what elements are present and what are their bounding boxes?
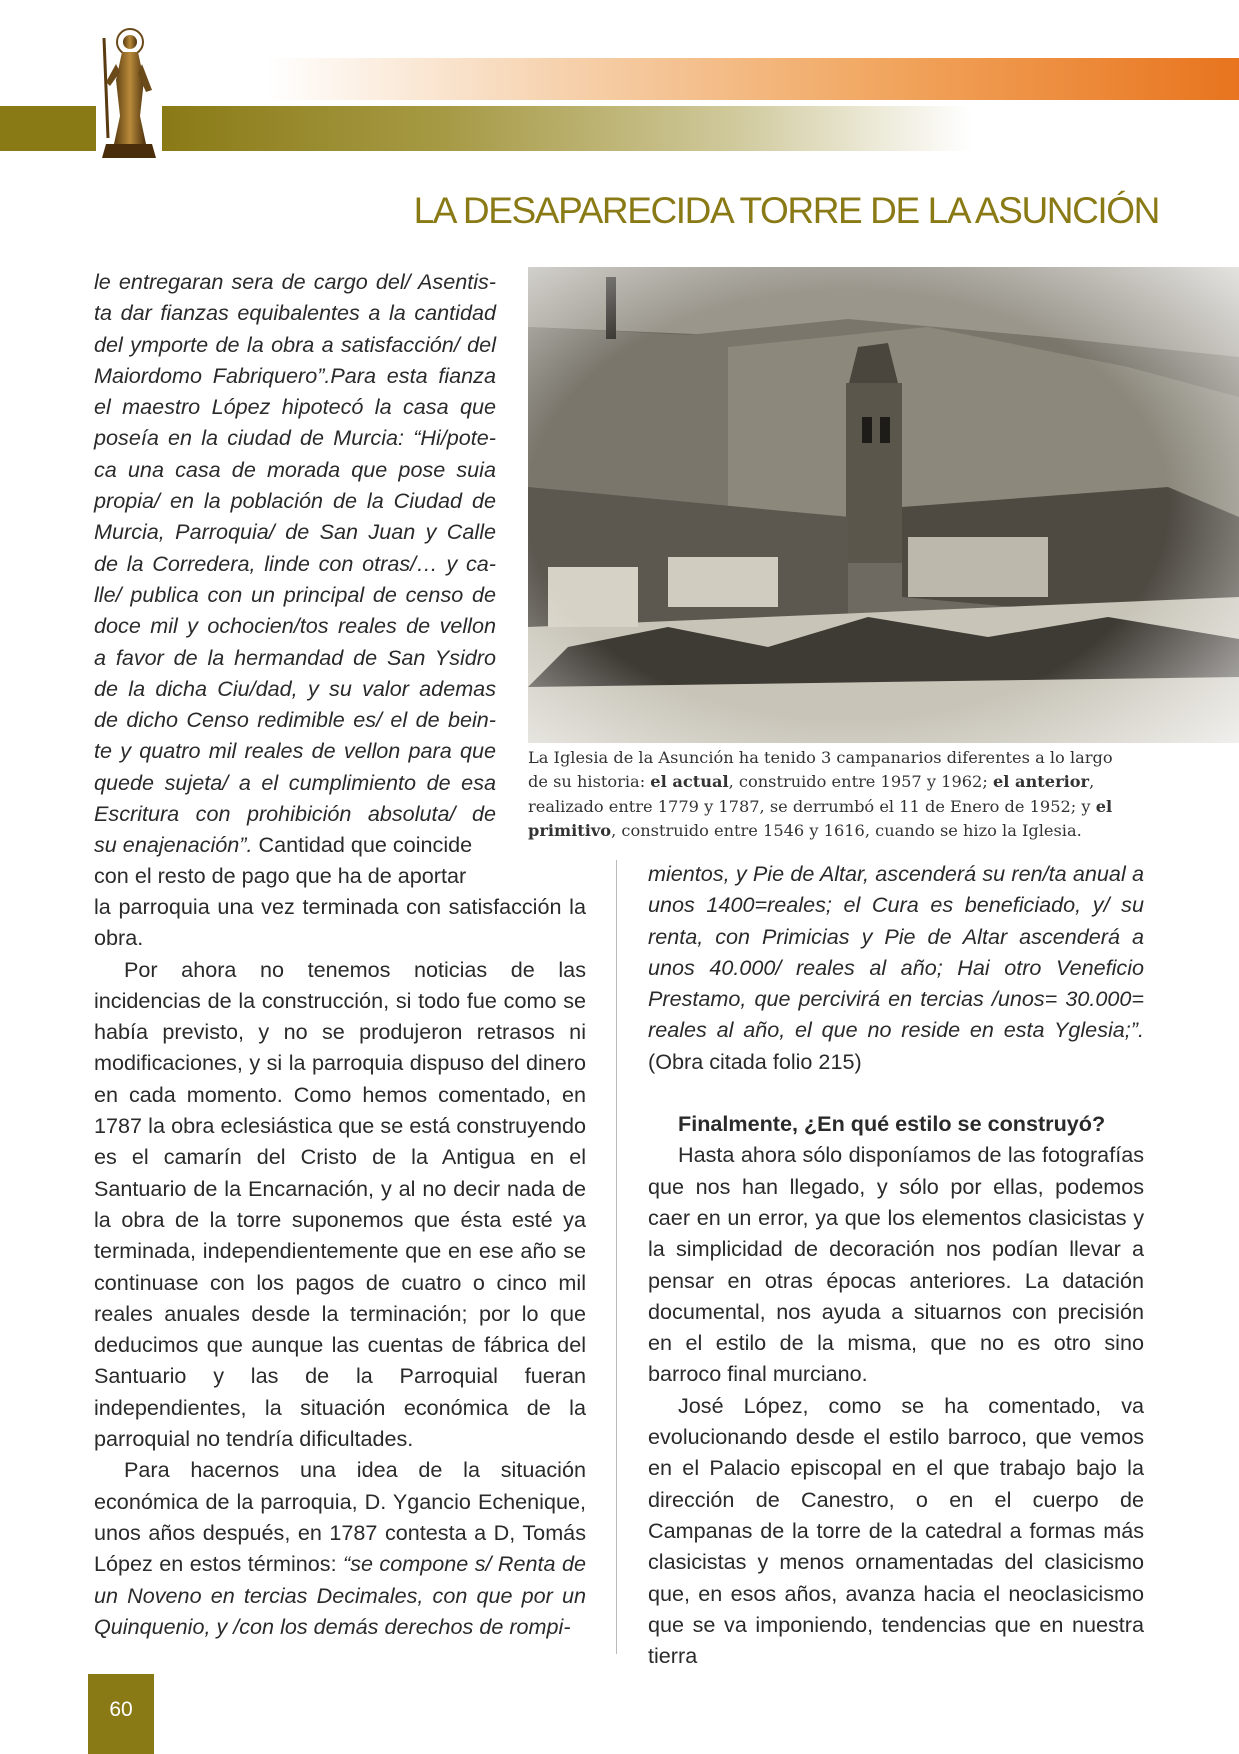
col1-mixed-line-1 bbox=[94, 829, 496, 860]
col1-after-italic: Cantidad que coincide bbox=[252, 832, 473, 857]
church-photo bbox=[528, 267, 1239, 743]
col1-italic-line: Murcia, Parroquia/ de San Juan y Calle bbox=[94, 519, 496, 545]
col1-italic-line: a favor de la hermandad de San Ysidro bbox=[94, 644, 496, 670]
col1-paragraph-3-text: Para hacernos una idea de la situación económica de la parroquia, D. Ygancio Echenique, unos años después, en 1787 contesta a D, Tomás López en estos términos: bbox=[94, 1457, 586, 1577]
col1-paragraph-1: la parroquia una vez terminada con satisfacción la obra. bbox=[94, 894, 586, 951]
col1-italic-line: quede sujeta/ a el cumplimiento de esa bbox=[94, 769, 496, 795]
header-band-olive-left bbox=[0, 106, 96, 151]
caption-bold-anterior: el anterior bbox=[992, 772, 1090, 792]
col2-quote: mientos, y Pie de Altar, ascenderá su ren/ta anual a unos 1400=reales; el Cura es beneficiado, y/ su renta, con Primicias y Pie de Altar ascenderá a unos 40.000/ reales al año; Hai otro Veneficio Prestamo, que percivirá en tercias /unos= 30.000= reales al año, el que no reside en esta Yglesia;”. bbox=[648, 861, 1144, 1043]
caption-text-1: La Iglesia de la Asunción ha tenido 3 campanarios diferentes a lo largo de su historia: bbox=[528, 748, 1113, 792]
col1-italic-line: el maestro López hipotecó la casa que bbox=[94, 394, 496, 420]
col1-italic-line: te y quatro mil reales de vellon para que bbox=[94, 738, 496, 764]
col1-italic-line: lle/ publica con un principal de censo de bbox=[94, 581, 496, 607]
photo-caption bbox=[528, 746, 1128, 844]
column-divider bbox=[616, 860, 617, 1654]
col1-italic-block bbox=[94, 266, 496, 829]
col2 bbox=[648, 858, 1144, 1671]
col1-italic-line: poseía en la ciudad de Murcia: “Hi/pote- bbox=[94, 425, 496, 451]
col2-citation: (Obra citada folio 215) bbox=[648, 1048, 862, 1074]
header-band-olive bbox=[162, 106, 972, 151]
col1-italic-line: de la Corredera, linde con otras/… y ca- bbox=[94, 550, 496, 576]
col2-spacer bbox=[648, 1077, 1144, 1108]
col1-italic-line: Maiordomo Fabriquero”.Para esta fianza bbox=[94, 362, 496, 388]
col1-italic-line: le entregaran sera de cargo del/ Asentis- bbox=[94, 269, 496, 294]
col2-paragraph-2: Hasta ahora sólo disponíamos de las fotografías que nos han llegado, y sólo por ellas, podemos caer en un error, ya que los elementos clasicistas y la simplicidad de decoración nos podían llevar a pensar en otras épocas anteriores. La datación documental, nos ayuda a situarnos con precisión en el estilo de la misma, que no es otro sino barroco final murciano. bbox=[648, 1142, 1144, 1387]
col1-italic-line: de dicho Censo redimible es/ el de bein- bbox=[94, 707, 496, 733]
col2-heading: Finalmente, ¿En qué estilo se construyó? bbox=[678, 1111, 1106, 1137]
caption-text-4: , construido entre 1546 y 1616, cuando se hizo la Iglesia. bbox=[611, 821, 1082, 841]
col1-italic-line: ta dar fianzas equibalentes a la cantidad bbox=[94, 300, 496, 326]
col1-italic-line: Escritura con prohibición absoluta/ de bbox=[94, 801, 496, 827]
col1-paragraph-2: Por ahora no tenemos noticias de las incidencias de la construcción, si todo fue como se había previsto, y no se produjeron retrasos ni modificaciones, y si la parroquia dispuso del dinero en cada momento. Como hemos comentado, en 1787 la obra eclesiástica que se está construyendo es el camarín del Cristo de la Antigua en el Santuario de la Encarnación, y al no decir nada de la obra de la torre suponemos que ésta esté ya terminada, independientemente que en ese año se continuase con los pagos de cuatro o cinco mil reales anuales desde la terminación; por lo que deducimos que aunque las cuentas de fábrica del Santuario y las de la Parroquial fueran independientes, la situación económica de la parroquial no tendría dificultades. bbox=[94, 956, 586, 1452]
col1-last-italic: su enajenación”. bbox=[94, 832, 253, 857]
caption-text-2: , construido entre 1957 y 1962; bbox=[728, 772, 993, 792]
caption-bold-primitivo: el primitivo bbox=[528, 796, 1113, 841]
col1-italic-line: propia/ en la población de la Ciudad de bbox=[94, 488, 496, 514]
col2-paragraph-3: José López, como se ha comentado, va evolucionando desde el estilo barroco, que vemos en el Palacio episcopal en el que trabajo bajo la dirección de Canestro, o en el cuerpo de Campanas de la torre de la catedral a formas más clasicistas y menos ornamentadas del clasicismo que, en esos años, avanza hacia el neoclasicismo que se va imponiendo, tendencias que en nuestra tierra bbox=[648, 1392, 1144, 1669]
caption-bold-actual: el actual bbox=[650, 772, 729, 792]
saint-statue-icon bbox=[92, 20, 164, 160]
col1-paragraph-3-quote: “se compone s/ Renta de un Noveno en tercias Decimales, con que por un Quinquenio, y /con los demás derechos de rompi- bbox=[94, 1551, 586, 1639]
col1-paragraph-3 bbox=[94, 1454, 586, 1642]
col1-italic-line: ca una casa de morada que pose suia bbox=[94, 456, 496, 482]
col1-italic-line: de la dicha Ciu/dad, y su valor ademas bbox=[94, 675, 496, 701]
col1-lower bbox=[94, 891, 586, 1642]
col1-italic-line: doce mil y ochocien/tos reales de vellon bbox=[94, 613, 496, 639]
col1-mixed-line-2: con el resto de pago que ha de aportar bbox=[94, 863, 467, 888]
header-band-orange bbox=[266, 58, 1239, 100]
col1-italic-line: del ymporte de la obra a satisfacción/ del bbox=[94, 331, 496, 357]
caption-text-3: , realizado entre 1779 y 1787, se derrumbó el 11 de Enero de 1952; y bbox=[528, 772, 1096, 816]
page-number: 60 bbox=[109, 1698, 133, 1721]
page-title: LA DESAPARECIDA TORRE DE LA ASUNCIÓN bbox=[413, 190, 1159, 231]
col2-paragraph-1 bbox=[648, 858, 1144, 1077]
